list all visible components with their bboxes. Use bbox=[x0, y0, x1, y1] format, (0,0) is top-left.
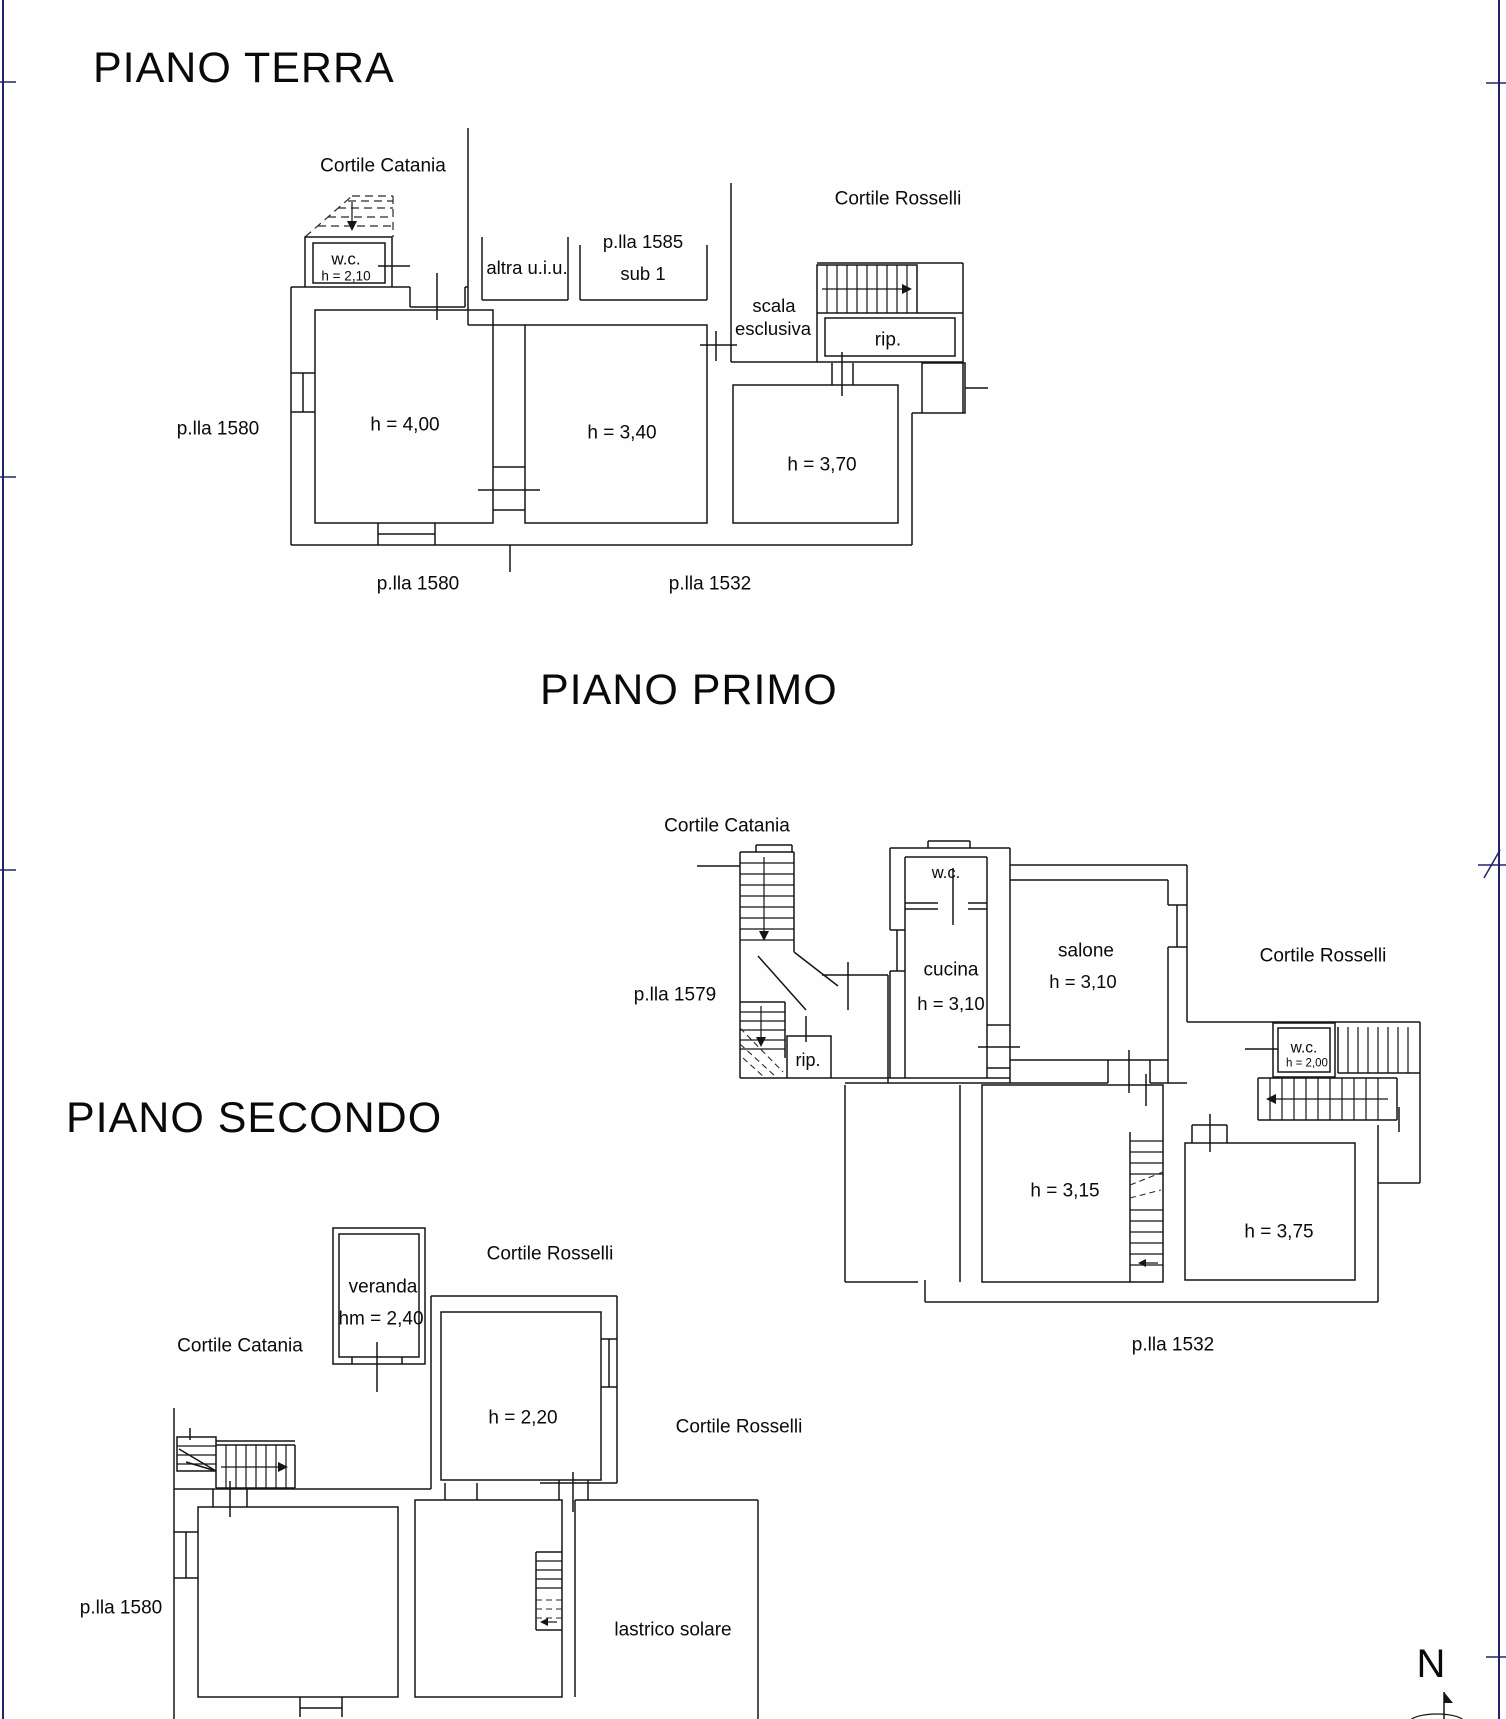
pt-label-parcel-1585: p.lla 1585 bbox=[602, 230, 684, 252]
pp-label-rip: rip. bbox=[795, 1050, 821, 1070]
pt-label-wc-height: h = 2,10 bbox=[321, 268, 371, 284]
pp-label-cucina-height: h = 3,10 bbox=[917, 992, 985, 1014]
ps-label-cortile-rosselli-right: Cortile Rosselli bbox=[675, 1416, 803, 1438]
pt-title: PIANO TERRA bbox=[93, 44, 395, 92]
piano-secondo-plan bbox=[174, 1228, 758, 1719]
pp-label-wc2: w.c. bbox=[1290, 1039, 1318, 1057]
stair-icon-rosselli-upper bbox=[1348, 1027, 1408, 1073]
stair-icon-scala-esclusiva bbox=[822, 265, 912, 313]
pt-label-altra-uiu: altra u.i.u. bbox=[486, 256, 568, 278]
pp-label-cortile-catania: Cortile Catania bbox=[664, 815, 790, 837]
pt-label-room-h340: h = 3,40 bbox=[587, 422, 657, 444]
ps-label-lastrico-solare: lastrico solare bbox=[614, 1619, 732, 1641]
pt-label-cortile-catania: Cortile Catania bbox=[320, 155, 446, 177]
ps-label-parcel-1580: p.lla 1580 bbox=[79, 1597, 163, 1619]
pt-label-room-h370: h = 3,70 bbox=[787, 454, 857, 476]
ps-label-veranda: veranda bbox=[348, 1276, 418, 1298]
stair-icon-internal-315 bbox=[1130, 1141, 1163, 1267]
ps-label-veranda-height: hm = 2,40 bbox=[338, 1308, 424, 1330]
ps-label-cortile-rosselli-top: Cortile Rosselli bbox=[486, 1243, 614, 1265]
ps-title: PIANO SECONDO bbox=[66, 1094, 443, 1142]
stair-icon-primo-lower bbox=[740, 1006, 785, 1078]
pt-label-room-h400: h = 4,00 bbox=[370, 414, 440, 436]
pp-label-parcel-1532: p.lla 1532 bbox=[1131, 1334, 1215, 1356]
pt-label-scala: scala bbox=[752, 294, 796, 316]
north-label: N bbox=[1416, 1642, 1446, 1686]
pt-label-parcel-1532-bottom: p.lla 1532 bbox=[668, 573, 752, 595]
stair-icon-rosselli-lower bbox=[1266, 1078, 1388, 1120]
pp-label-room-h315: h = 3,15 bbox=[1030, 1180, 1100, 1202]
stair-icon-secondo bbox=[177, 1445, 288, 1488]
pp-label-cortile-rosselli: Cortile Rosselli bbox=[1259, 945, 1387, 967]
pp-title: PIANO PRIMO bbox=[540, 666, 838, 714]
stair-icon-primo-upper bbox=[740, 857, 794, 941]
pp-label-cucina: cucina bbox=[923, 959, 979, 981]
pp-label-salone: salone bbox=[1058, 940, 1114, 962]
pt-label-esclusiva: esclusiva bbox=[734, 317, 812, 339]
stair-icon-lastrico bbox=[536, 1561, 562, 1626]
ps-label-cortile-catania: Cortile Catania bbox=[177, 1335, 303, 1357]
stair-icon-dashed-external bbox=[305, 196, 393, 237]
pp-label-parcel-1579: p.lla 1579 bbox=[633, 984, 717, 1006]
pt-label-parcel-1580-left: p.lla 1580 bbox=[176, 418, 260, 440]
pp-label-room-h375: h = 3,75 bbox=[1244, 1221, 1314, 1243]
pp-label-wc2-height: h = 2,00 bbox=[1286, 1057, 1328, 1070]
pt-label-cortile-rosselli: Cortile Rosselli bbox=[834, 188, 962, 210]
compass-rose-icon bbox=[1410, 1692, 1464, 1719]
pt-label-wc: w.c. bbox=[331, 249, 361, 269]
pt-label-parcel-1580-bottom: p.lla 1580 bbox=[376, 573, 460, 595]
pp-label-wc: w.c. bbox=[931, 863, 961, 882]
pt-label-sub-1: sub 1 bbox=[620, 262, 666, 284]
pp-label-salone-height: h = 3,10 bbox=[1049, 970, 1117, 992]
ps-label-room-h220: h = 2,20 bbox=[488, 1407, 558, 1429]
pt-label-rip: rip. bbox=[874, 329, 902, 351]
